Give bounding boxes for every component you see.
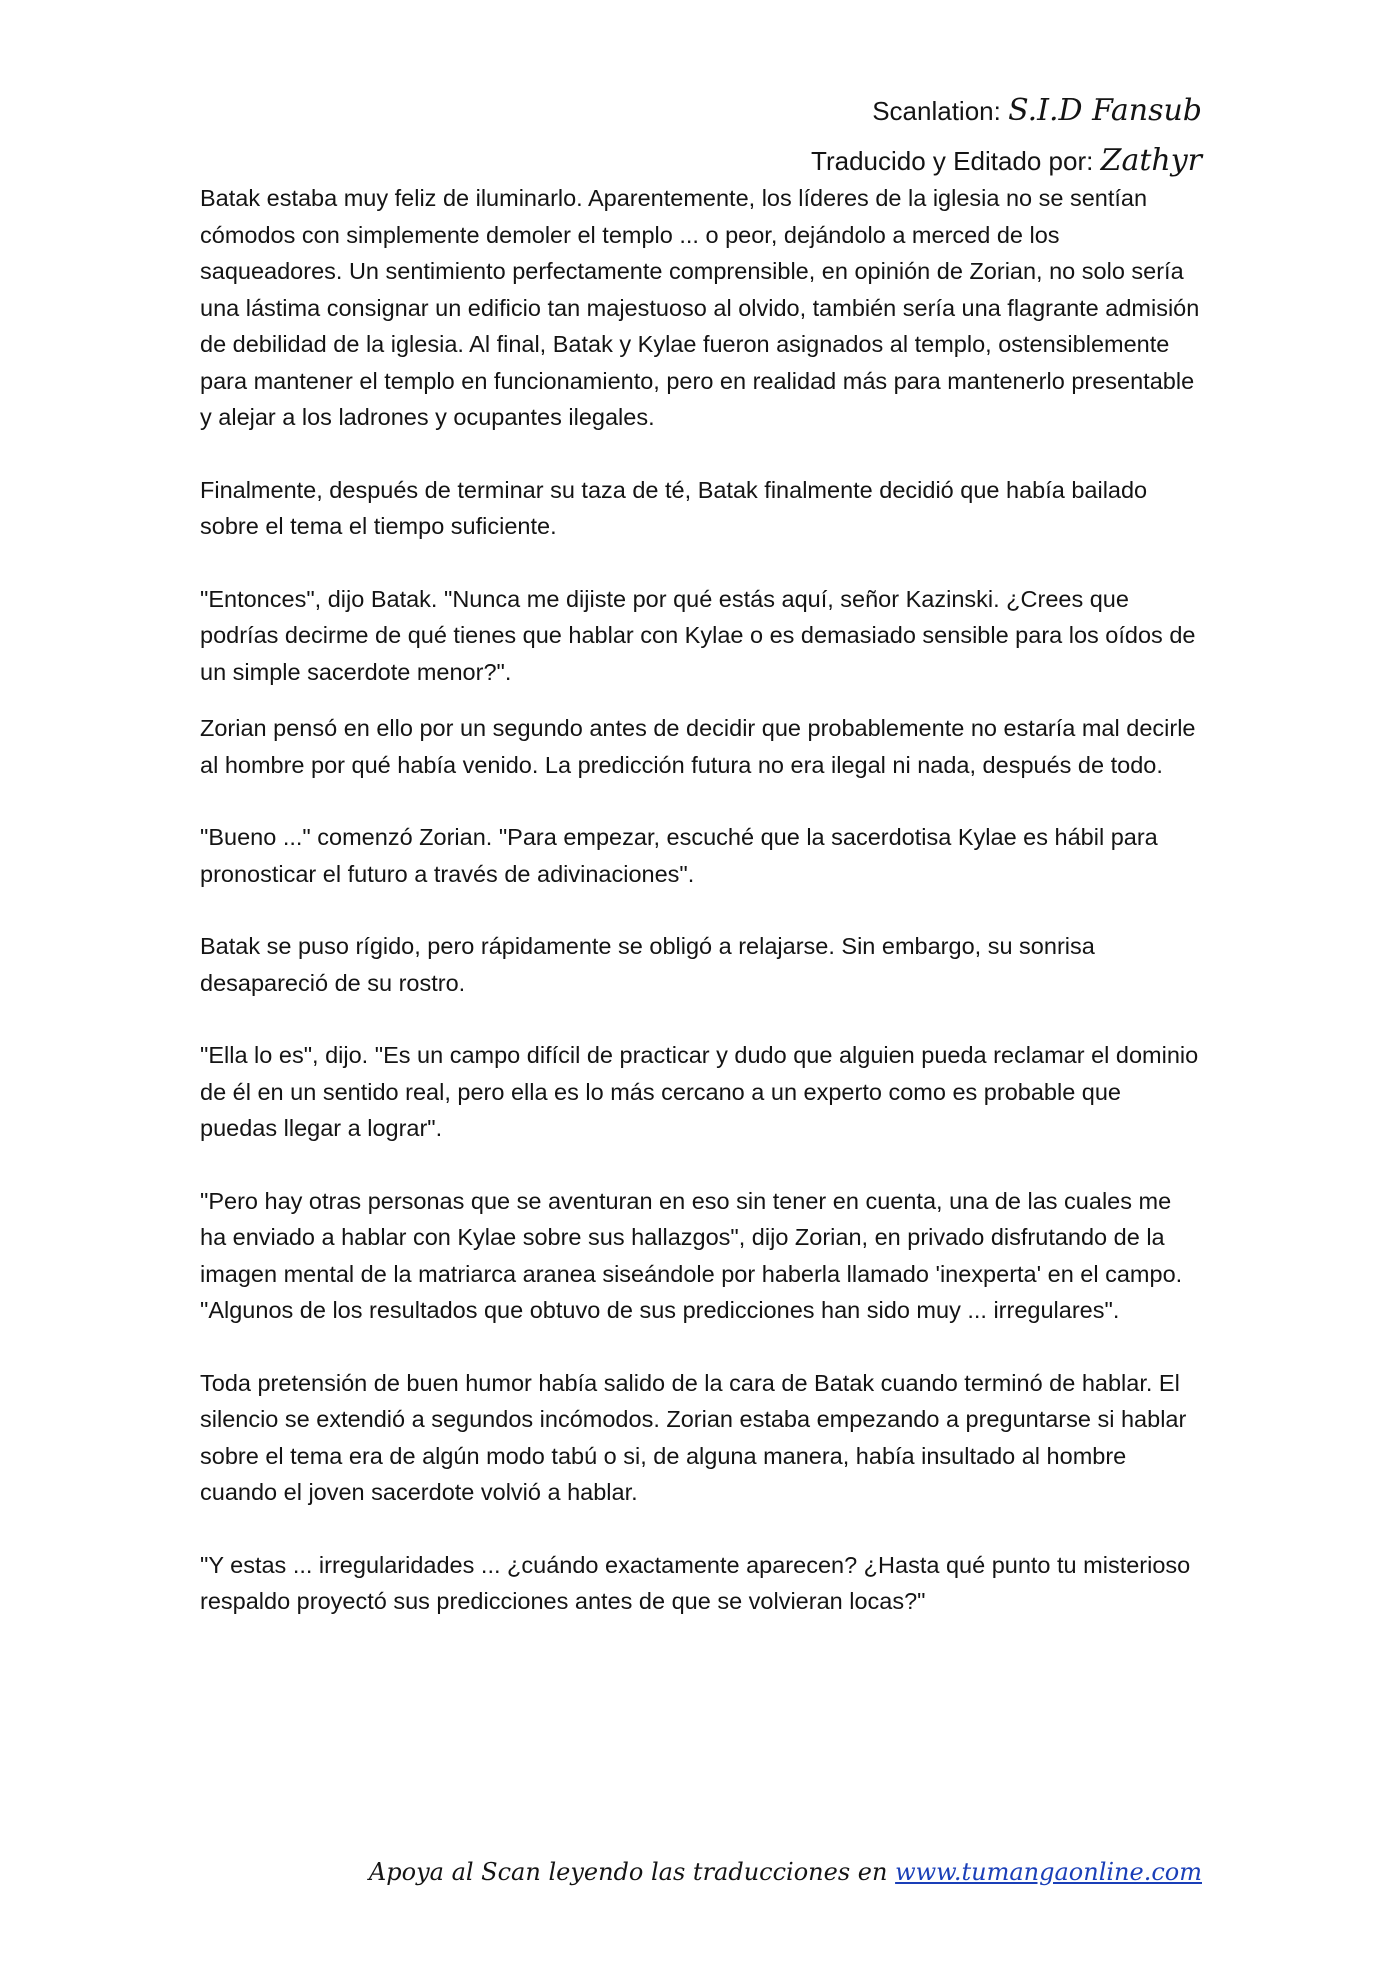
paragraph-9: Toda pretensión de buen humor había salido de la cara de Batak cuando terminó de hablar. El silencio se extendió a segundos incómodos. Zorian estaba empezando a preguntarse si hablar sobre el tema era de algún modo tabú o si, de alguna manera, había insultado al hombre cuando el joven sacerdote volvió a hablar. (200, 1369, 1187, 1505)
paragraph-7: "Ella lo es", dijo. "Es un campo difícil de practicar y dudo que alguien pueda reclamar el dominio de él en un sentido real, pero ella es lo más cercano a un experto como es probable que puedas llegar a lograr". (200, 1042, 1199, 1141)
scanlation-label: Scanlation: (872, 96, 1001, 126)
footer-text: Apoya al Scan leyendo las traducciones en (368, 1858, 888, 1886)
paragraph-3: "Entonces", dijo Batak. "Nunca me dijiste por qué estás aquí, señor Kazinski. ¿Crees que podrías decirme de qué tienes que hablar con Kylae o es demasiado sensible para los oídos de un simple sacerdote menor?". (200, 585, 1196, 685)
footer-note (369, 1858, 1202, 1886)
paragraph-6: Batak se puso rígido, pero rápidamente se obligó a relajarse. Sin embargo, su sonrisa desapareció de su rostro. (200, 933, 1095, 996)
translator-label: Traducido y Editado por: (811, 146, 1094, 176)
paragraph-10: "Y estas ... irregularidades ... ¿cuándo exactamente aparecen? ¿Hasta qué punto tu misterioso respaldo proyectó sus predicciones antes de que se volvieran locas?" (200, 1551, 1191, 1614)
scanlation-credit (811, 86, 1202, 136)
paragraph-2: Finalmente, después de terminar su taza de té, Batak finalmente decidió que había bailado sobre el tema el tiempo suficiente. (200, 476, 1148, 539)
translator-name: Zathyr (1100, 143, 1202, 178)
credits-block (811, 86, 1202, 186)
translator-credit (811, 136, 1202, 186)
paragraph-1: Batak estaba muy feliz de iluminarlo. Aparentemente, los líderes de la iglesia no se sentían cómodos con simplemente demoler el templo ... o peor, dejándolo a merced de los saqueadores. Un sentimiento perfectamente comprensible, en opinión de Zorian, no solo sería una lástima consignar un edificio tan majestuoso al olvido, también sería una flagrante admisión de debilidad de la iglesia. Al final, Batak y Kylae fueron asignados al templo, ostensiblemente para mantener el templo en funcionamiento, pero en realidad más para mantenerlo presentable y alejar a los ladrones y ocupantes ilegales. (200, 185, 1200, 430)
paragraph-5: "Bueno ..." comenzó Zorian. "Para empezar, escuché que la sacerdotisa Kylae es hábil para pronosticar el futuro a través de adivinaciones". (200, 824, 1158, 887)
story-text (200, 180, 1200, 1656)
paragraph-4: Zorian pensó en ello por un segundo antes de decidir que probablemente no estaría mal decirle al hombre por qué había venido. La predicción futura no era ilegal ni nada, después de todo. (200, 715, 1196, 778)
paragraph-8: "Pero hay otras personas que se aventuran en eso sin tener en cuenta, una de las cuales me ha enviado a hablar con Kylae sobre sus hallazgos", dijo Zorian, en privado disfrutando de la imagen mental de la matriarca aranea siseándole por haberla llamado 'inexperta' en el campo. "Algunos de los resultados que obtuvo de sus predicciones han sido muy ... irregulares". (200, 1187, 1183, 1323)
scanlation-name: S.I.D Fansub (1008, 93, 1202, 128)
footer-link[interactable]: www.tumangaonline.com (895, 1858, 1202, 1886)
